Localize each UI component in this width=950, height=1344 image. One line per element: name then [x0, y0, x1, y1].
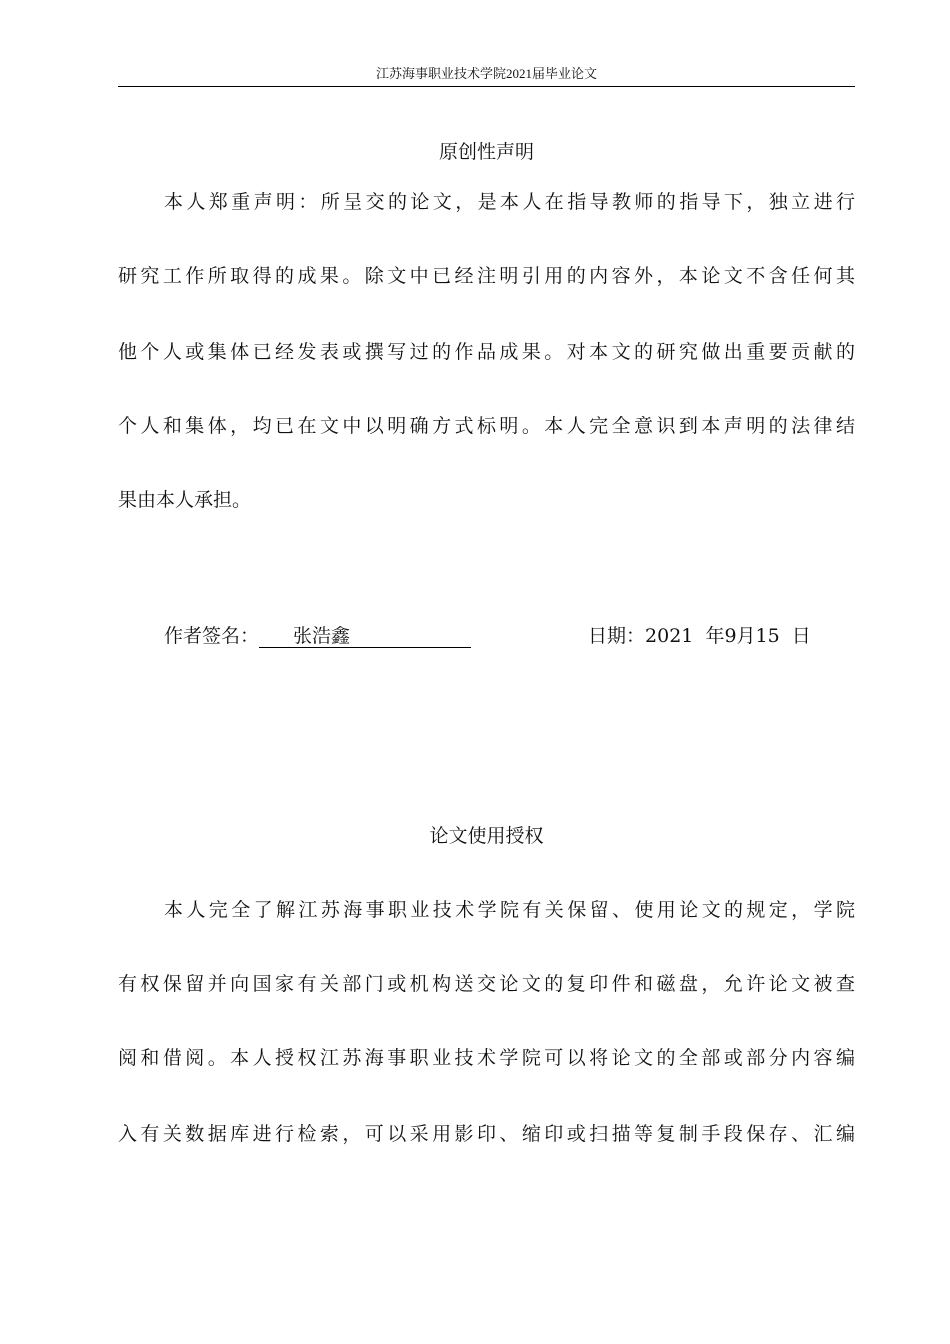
- originality-line: 果由本人承担。: [118, 489, 252, 511]
- authorization-line: 阅和借阅。本人授权江苏海事职业技术学院可以将论文的全部或部分内容编: [118, 1047, 855, 1069]
- originality-line: 他个人或集体已经发表或撰写过的作品成果。对本文的研究做出重要贡献的: [118, 341, 855, 363]
- originality-line: 个人和集体，均已在文中以明确方式标明。本人完全意识到本声明的法律结: [118, 415, 855, 437]
- signature-date: [588, 624, 811, 648]
- signature-value: 张浩鑫: [259, 625, 471, 648]
- authorization-line: 本人完全了解江苏海事职业技术学院有关保留、使用论文的规定，学院: [164, 899, 855, 921]
- originality-line: 本人郑重声明：所呈交的论文，是本人在指导教师的指导下，独立进行: [164, 191, 855, 213]
- author-signature: [164, 624, 471, 648]
- originality-line: 研究工作所取得的成果。除文中已经注明引用的内容外，本论文不含任何其: [118, 265, 855, 287]
- header-title: 江苏海事职业技术学院2021届毕业论文: [375, 66, 597, 81]
- authorization-title: 论文使用授权: [429, 825, 544, 847]
- originality-title: 原创性声明: [438, 141, 534, 163]
- date-label: 日期：: [588, 625, 646, 647]
- signature-label: 作者签名：: [164, 625, 260, 647]
- authorization-line: 入有关数据库进行检索，可以采用影印、缩印或扫描等复制手段保存、汇编: [118, 1123, 855, 1145]
- header-divider: [118, 86, 855, 87]
- authorization-line: 有权保留并向国家有关部门或机构送交论文的复印件和磁盘，允许论文被查: [118, 973, 855, 995]
- date-value: 2021 年9月15 日: [645, 625, 811, 647]
